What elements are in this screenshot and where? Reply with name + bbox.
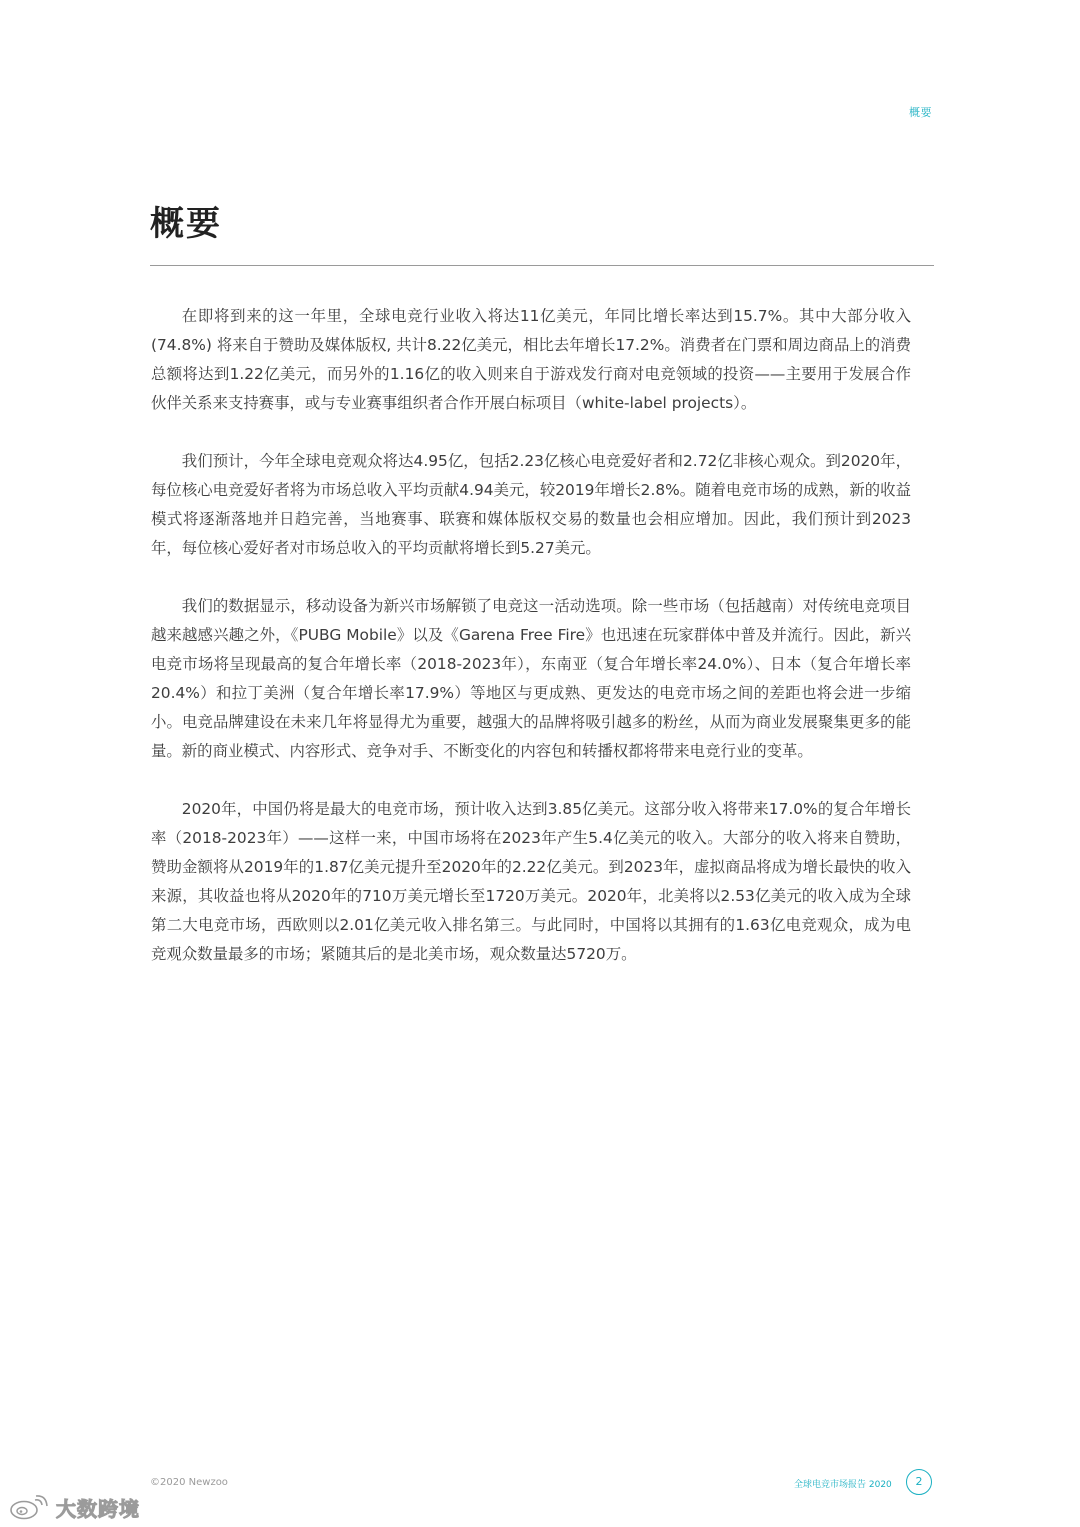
footer-copyright: ©2020 Newzoo [150,1477,228,1488]
page-number: 2 [906,1469,932,1495]
paragraph-china-market: 2020年，中国仍将是最大的电竞市场，预计收入达到3.85亿美元。这部分收入将带来17.0%的复合年增长率（2018-2023年）——这样一来，中国市场将在2023年产生5.4亿美元的收入。大部分的收入将来自赞助，赞助金额将从2019年的1.87亿美元提升至2020年的2.22亿美元。到2023年，虚拟商品将成为增长最快的收入来源，其收益也将从2020年的710万美元增长至1720万美元。2020年，北美将以2.53亿美元的收入成为全球第二大电竞市场，西欧则以2.01亿美元收入排名第三。与此同时，中国将以其拥有的1.63亿电竞观众，成为电竞观众数量最多的市场；紧随其后的是北美市场，观众数量达5720万。 [151,800,911,963]
body-content [151,302,911,998]
footer-report-name: 全球电竞市场报告 2020 [794,1480,892,1490]
paragraph-revenue: 在即将到来的这一年里，全球电竞行业收入将达11亿美元，年同比增长率达到15.7%。其中大部分收入 (74.8%) 将来自于赞助及媒体版权, 共计8.22亿美元，相比去年增长17.2%。消费者在门票和周边商品上的消费总额将达到1.22亿美元，而另外的1.16亿的收入则来自于游戏发行商对电竞领域的投资——主要用于发展合作伙伴关系来支持赛事，或与专业赛事组织者合作开展白标项目（white-label projects）。 [151,307,911,412]
paragraph-mobile-markets: 我们的数据显示，移动设备为新兴市场解锁了电竞这一活动选项。除一些市场（包括越南）对传统电竞项目越来越感兴趣之外，《PUBG Mobile》以及《Garena Free Fire》也迅速在玩家群体中普及并流行。因此，新兴电竞市场将呈现最高的复合年增长率（2018-2023年），东南亚（复合年增长率24.0%）、日本（复合年增长率20.4%）和拉丁美洲（复合年增长率17.9%）等地区与更成熟、更发达的电竞市场之间的差距也将会进一步缩小。电竞品牌建设在未来几年将显得尤为重要，越强大的品牌将吸引越多的粉丝，从而为商业发展聚集更多的能量。新的商业模式、内容形式、竞争对手、不断变化的内容包和转播权都将带来电竞行业的变革。 [151,597,911,760]
paragraph-audience: 我们预计，今年全球电竞观众将达4.95亿，包括2.23亿核心电竞爱好者和2.72亿非核心观众。到2020年，每位核心电竞爱好者将为市场总收入平均贡献4.94美元，较2019年增长2.8%。随着电竞市场的成熟，新的收益模式将逐渐落地并日趋完善，当地赛事、联赛和媒体版权交易的数量也会相应增加。因此，我们预计到2023年，每位核心爱好者对市场总收入的平均贡献将增长到5.27美元。 [151,452,911,557]
section-tag: 概要 [909,106,932,119]
weibo-logo-icon [8,1494,52,1520]
title-divider [150,265,934,266]
watermark [8,1492,140,1522]
page-title: 概要 [150,204,222,244]
watermark-text: 大数跨境 [56,1496,140,1521]
